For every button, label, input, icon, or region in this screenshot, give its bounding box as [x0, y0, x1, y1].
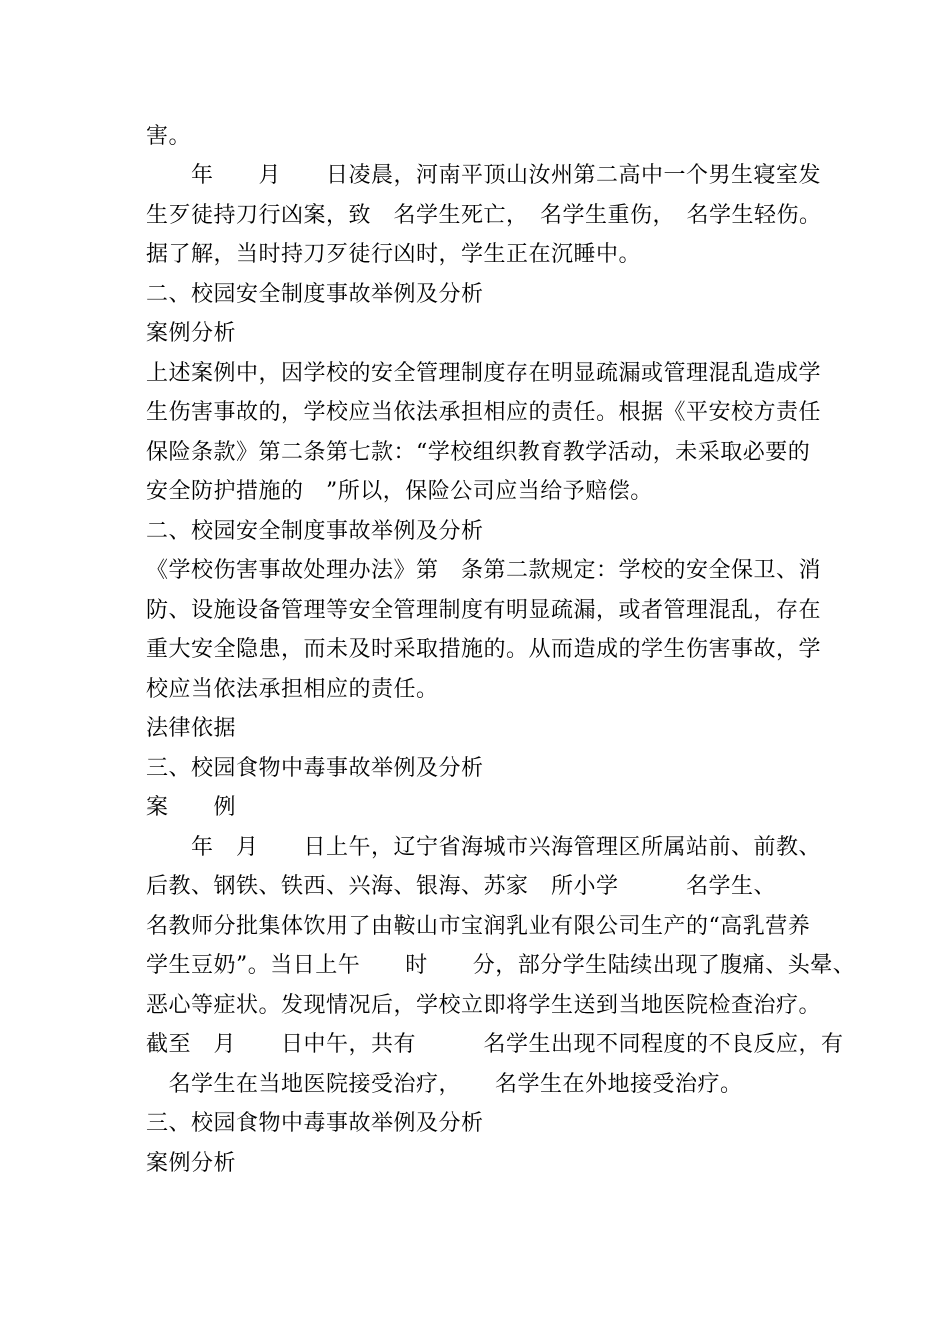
text-line: 安全防护措施的 ”所以，保险公司应当给予赔偿。: [146, 479, 653, 504]
text-line: 恶心等症状。发现情况后，学校立即将学生送到当地医院检查治疗。: [146, 993, 822, 1018]
section-heading: 三、校园食物中毒事故举例及分析: [146, 1111, 484, 1136]
text-line: 后教、钢铁、铁西、兴海、银海、苏家 所小学 名学生、: [146, 874, 777, 899]
text-line: 害。: [146, 124, 192, 149]
text-line: 据了解，当时持刀歹徒行凶时，学生正在沉睡中。: [146, 242, 642, 267]
subheading: 法律依据: [146, 716, 237, 741]
text-line: 年 月 日凌晨，河南平顶山汝州第二高中一个男生寝室发: [146, 163, 822, 188]
text-line: 年 月 日上午，辽宁省海城市兴海管理区所属站前、前教、: [146, 835, 822, 860]
section-heading: 三、校园食物中毒事故举例及分析: [146, 756, 484, 781]
section-heading: 二、校园安全制度事故举例及分析: [146, 519, 484, 544]
text-line: 保险条款》第二条第七款：“学校组织教育教学活动，未采取必要的: [146, 440, 811, 465]
text-line: 上述案例中，因学校的安全管理制度存在明显疏漏或管理混乱造成学: [146, 361, 822, 386]
text-line: 重大安全隐患，而未及时采取措施的。从而造成的学生伤害事故，学: [146, 637, 822, 662]
text-line: 《学校伤害事故处理办法》第 条第二款规定：学校的安全保卫、消: [146, 558, 822, 583]
subheading: 案例分析: [146, 321, 237, 346]
subheading: 案 例: [146, 795, 237, 820]
text-line: 学生豆奶”。当日上午 时 分，部分学生陆续出现了腹痛、头晕、: [146, 953, 856, 978]
text-line: 防、设施设备管理等安全管理制度有明显疏漏，或者管理混乱，存在: [146, 598, 822, 623]
text-line: 校应当依法承担相应的责任。: [146, 677, 439, 702]
text-line: 名学生在当地医院接受治疗， 名学生在外地接受治疗。: [146, 1072, 743, 1097]
subheading: 案例分析: [146, 1151, 237, 1176]
text-line: 名教师分批集体饮用了由鞍山市宝润乳业有限公司生产的“高乳营养: [146, 914, 811, 939]
text-line: 生歹徒持刀行凶案，致 名学生死亡， 名学生重伤， 名学生轻伤。: [146, 203, 822, 228]
text-line: 生伤害事故的，学校应当依法承担相应的责任。根据《平安校方责任: [146, 400, 822, 425]
text-line: 截至 月 日中午，共有 名学生出现不同程度的不良反应，有: [146, 1032, 844, 1057]
section-heading: 二、校园安全制度事故举例及分析: [146, 282, 484, 307]
